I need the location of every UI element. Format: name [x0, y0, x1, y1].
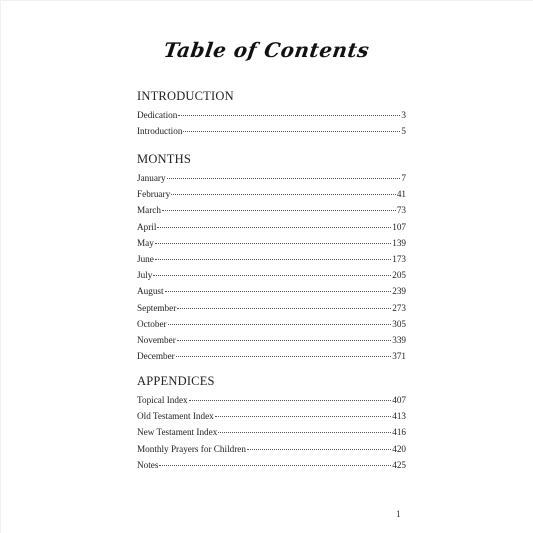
toc-entry — [137, 316, 406, 332]
section-heading: APPENDICES — [137, 374, 215, 388]
toc-entry-page-number: 339 — [392, 334, 406, 345]
toc-entry — [137, 332, 406, 348]
toc-entry-list — [137, 392, 406, 473]
section-months — [137, 151, 406, 364]
toc-entry — [137, 107, 406, 123]
toc-entry-label: Topical Index — [137, 395, 188, 405]
toc-entry — [137, 170, 406, 186]
toc-entry-page-number: 420 — [392, 443, 406, 454]
dot-leader — [157, 227, 391, 228]
toc-entry-page-number: 139 — [392, 237, 406, 248]
toc-entry-page-number: 305 — [392, 318, 406, 329]
dot-leader — [215, 416, 391, 417]
toc-entry-page-number: 3 — [401, 110, 406, 120]
toc-entry — [137, 441, 406, 457]
toc-entry-label: Dedication — [137, 110, 178, 120]
toc-entry-label: New Testament Index — [137, 427, 218, 438]
dot-leader — [155, 259, 391, 260]
page-number: 1 — [396, 510, 401, 520]
toc-entry-label: July — [137, 270, 153, 281]
dot-leader — [178, 115, 400, 116]
toc-entry-list — [137, 170, 406, 364]
toc-entry — [137, 283, 406, 299]
toc-entry-label: Introduction — [137, 126, 183, 137]
dot-leader — [177, 308, 391, 309]
toc-entry-label: Notes — [137, 459, 159, 470]
section-introduction — [137, 88, 406, 139]
dot-leader — [168, 324, 392, 325]
toc-entry-label: Monthly Prayers for Children — [137, 443, 246, 454]
toc-entry-label: April — [137, 221, 157, 232]
toc-entry-page-number: 413 — [392, 411, 406, 422]
toc-entry-page-number: 107 — [392, 221, 406, 232]
toc-entry-page-number: 7 — [401, 173, 406, 183]
toc-entry — [137, 202, 406, 218]
dot-leader — [153, 275, 391, 276]
toc-entry-page-number: 5 — [401, 126, 406, 137]
toc-entry — [137, 424, 406, 440]
dot-leader — [176, 356, 391, 357]
dot-leader — [155, 243, 391, 244]
toc-entry — [137, 392, 406, 408]
toc-entry-page-number: 173 — [392, 253, 406, 264]
toc-entry-page-number: 273 — [392, 302, 406, 313]
toc-entry-label: December — [137, 351, 175, 362]
dot-leader — [189, 400, 392, 401]
toc-entry — [137, 235, 406, 251]
toc-entry-page-number: 425 — [392, 459, 406, 470]
toc-entry-page-number: 371 — [392, 351, 406, 362]
toc-entry — [137, 267, 406, 283]
toc-entry-page-number: 41 — [396, 189, 406, 200]
toc-entry-label: Old Testament Index — [137, 411, 214, 422]
toc-entry-label: September — [137, 302, 177, 313]
toc-entry-label: August — [137, 286, 164, 297]
toc-entry — [137, 123, 406, 139]
dot-leader — [159, 465, 391, 466]
toc-entry — [137, 186, 406, 202]
toc-entry — [137, 457, 406, 473]
toc-entry-label: February — [137, 189, 171, 200]
page-title: Table of Contents — [162, 38, 371, 62]
toc-entry-page-number: 205 — [392, 270, 406, 281]
toc-entry-page-number: 407 — [392, 395, 406, 405]
toc-entry-label: January — [137, 173, 166, 183]
dot-leader — [162, 210, 396, 211]
section-appendices — [137, 373, 406, 473]
toc-entry-label: October — [137, 318, 167, 329]
dot-leader — [183, 131, 400, 132]
toc-entry-label: November — [137, 334, 176, 345]
toc-entry-label: May — [137, 237, 154, 248]
toc-entry — [137, 219, 406, 235]
toc-entry — [137, 348, 406, 364]
toc-entry — [137, 251, 406, 267]
toc-entry-page-number: 73 — [396, 205, 406, 216]
dot-leader — [218, 432, 391, 433]
dot-leader — [177, 340, 391, 341]
dot-leader — [167, 178, 401, 179]
toc-entry-page-number: 239 — [392, 286, 406, 297]
toc-entry-page-number: 416 — [392, 427, 406, 438]
toc-entry — [137, 300, 406, 316]
toc-entry-label: June — [137, 253, 154, 264]
toc-entry-label: March — [137, 205, 161, 216]
section-heading: MONTHS — [137, 152, 191, 166]
toc-entry — [137, 408, 406, 424]
dot-leader — [247, 449, 391, 450]
dot-leader — [171, 194, 396, 195]
toc-entry-list — [137, 107, 406, 139]
dot-leader — [165, 291, 392, 292]
section-heading: INTRODUCTION — [137, 89, 234, 103]
